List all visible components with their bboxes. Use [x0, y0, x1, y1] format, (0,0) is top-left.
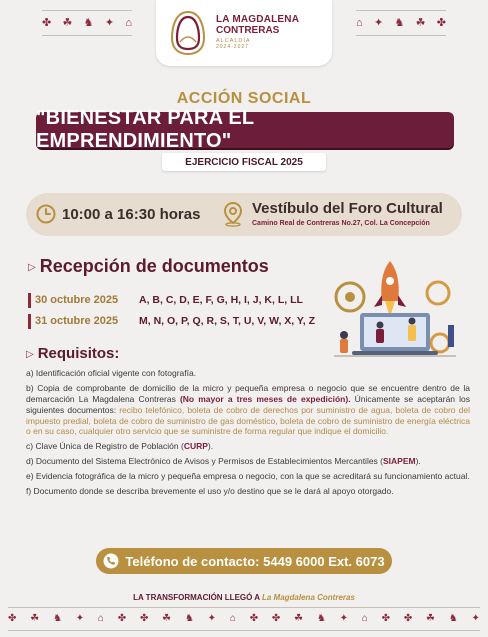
reception-letters: M, N, O, P, Q, R, S, T, U, V, W, X, Y, Z — [139, 315, 316, 327]
logo-line-4: 2024-2027 — [216, 44, 249, 51]
venue-address: Camino Real de Contreras No.27, Col. La Concepción — [252, 220, 430, 227]
reception-row — [28, 292, 303, 308]
reception-letters: A, B, C, D, E, F, G, H, I, J, K, L, LL — [139, 294, 303, 306]
ornament-glyph: ♞ — [394, 16, 405, 29]
requirements-heading — [26, 345, 119, 362]
triangle-bullet-icon: ▷ — [28, 261, 36, 273]
ejercicio-fiscal-badge: EJERCICIO FISCAL 2025 — [162, 153, 326, 171]
ornament-glyph: ♞ — [83, 16, 94, 29]
requirements-title: Requisitos: — [37, 345, 120, 362]
entrepreneurship-illustration — [330, 255, 460, 367]
location-pin-icon — [222, 201, 244, 227]
requirements-list — [26, 368, 470, 501]
header-ornament-left — [42, 10, 132, 36]
reception-title: Recepción de documentos — [39, 256, 269, 276]
ornament-glyph: ⌂ — [356, 16, 363, 29]
phone-icon — [103, 553, 119, 569]
footer-ornament: ✤ ☘ ♞ ✦ ⌂ ✤ ✤ ☘ ♞ ✦ ⌂ ✤ ✤ ☘ ♞ ✦ ⌂ ✤ ✤ ☘ ♞ ✦ — [8, 607, 480, 631]
logo-line-2: CONTRERAS — [216, 24, 280, 36]
requirement-item: c) Clave Única de Registro de Población (CURP). — [26, 441, 214, 452]
clock-icon — [36, 204, 56, 224]
reception-heading — [28, 256, 269, 277]
ornament-glyph: ✤ — [436, 16, 446, 29]
accion-social-heading: ACCIÓN SOCIAL — [176, 90, 312, 107]
logo-line-3: ALCALDÍA — [216, 38, 251, 45]
program-title-banner: "BIENESTAR PARA EL EMPRENDIMIENTO" — [36, 112, 454, 148]
ornament-glyph: ✤ — [42, 16, 52, 29]
reception-row — [28, 313, 315, 329]
requirement-item: e) Evidencia fotográfica de la micro y pequeña empresa o negocio, con la que se acreditará su funcionamiento actual. — [26, 471, 470, 481]
magdalena-emblem-icon — [166, 8, 210, 58]
schedule-location-bar — [26, 193, 462, 236]
ornament-glyph: ✦ — [104, 16, 115, 29]
ornament-glyph: ✦ — [373, 16, 384, 29]
ornament-glyph: ☘ — [62, 16, 73, 29]
ornament-glyph: ☘ — [415, 16, 426, 29]
reception-date: 31 octubre 2025 — [35, 315, 119, 327]
footer-slogan: LA TRANSFORMACIÓN LLEGÓ A La Magdalena Contreras — [133, 593, 355, 602]
contact-phone-text: Teléfono de contacto: 5449 6000 Ext. 6073 — [125, 553, 385, 569]
venue-name: Vestíbulo del Foro Cultural — [252, 200, 443, 217]
requirement-item: b) Copia de comprobante de domicilio de la micro y pequeña empresa o negocio que se encuentre dentro de la demarcación La Magdalena Contreras (No mayor a tres meses de expedición). Únicamente se aceptarán los siguientes documentos: recibo telefónico, boleta de cobro de derechos por suministro de agua, boleta de cobro del impuesto predial, boleta de cobro de suministro de gas doméstico, boleta de cobro de suministro de energía eléctrica o en su caso, cualquier otro servicio que se suministre de forma regular que indique el domicilio. — [26, 382, 470, 437]
logo-line-1: LA MAGDALENA — [216, 14, 300, 26]
contact-phone-bar — [96, 548, 392, 574]
requirement-item: d) Documento del Sistema Electrónico de Avisos y Permisos de Establecimientos Mercantiles (SIAPEM). — [26, 456, 421, 467]
header-ornament-right — [356, 10, 446, 36]
ornament-glyph: ⌂ — [125, 16, 132, 29]
reception-date: 30 octubre 2025 — [35, 294, 119, 306]
requirement-item: a) Identificación oficial vigente con fotografía. — [26, 368, 197, 378]
requirement-item: f) Documento donde se describa brevemente el uso y/o destino que se le dará al apoyo otorgado. — [26, 485, 394, 496]
schedule-time: 10:00 a 16:30 horas — [62, 206, 201, 223]
alcaldia-logo — [156, 0, 332, 66]
triangle-bullet-icon: ▷ — [26, 348, 34, 360]
